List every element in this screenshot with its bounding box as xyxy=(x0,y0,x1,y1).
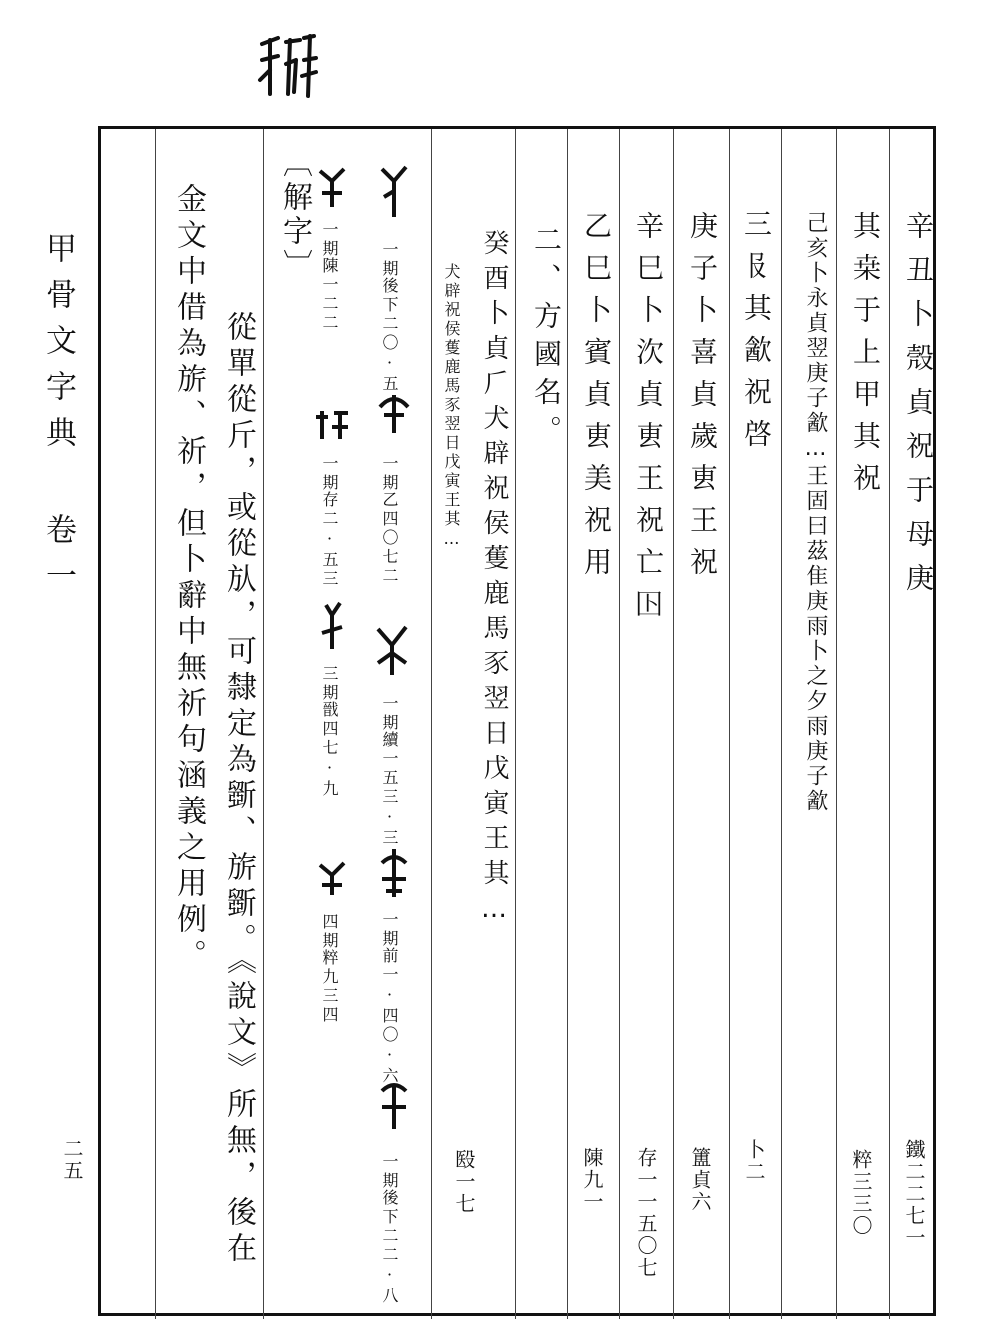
glyph-period: 四期 xyxy=(320,913,339,951)
glyph-form-icon xyxy=(374,845,414,901)
glyph-form-icon xyxy=(314,599,350,653)
inscription-text: 己亥卜永貞翌庚子㱃…王固曰茲隹庚雨卜之夕雨庚子㱃 xyxy=(803,211,828,814)
glyph-ref: 陳一二二 xyxy=(320,257,339,333)
glyph-ref: 乙四〇七二 xyxy=(380,491,399,586)
glyph-ref: 後下二二·八 xyxy=(380,1189,399,1306)
main-frame xyxy=(98,126,936,1316)
entry-column xyxy=(889,129,936,1319)
glyph-period: 一期 xyxy=(380,241,399,279)
source-ref: 鐵二二七一 xyxy=(902,1139,926,1249)
glyph-period: 一期 xyxy=(380,1153,399,1191)
glyph-ref: 續一五三·三 xyxy=(380,731,399,848)
explanation-panel xyxy=(155,129,263,1319)
inscription-text: 三𠬝其㱃祝啓 xyxy=(740,209,773,461)
entry-column xyxy=(673,129,729,1319)
glyph-form-icon xyxy=(312,403,352,443)
glyph-form-icon xyxy=(374,1077,414,1133)
inscription-text: 其桒于上甲其祝 xyxy=(849,211,882,505)
glyph-period: 一期 xyxy=(320,455,339,493)
entry-column xyxy=(729,129,781,1319)
glyph-ref: 後下二〇·五 xyxy=(380,277,399,394)
entry-column xyxy=(836,129,889,1319)
entry-column xyxy=(567,129,619,1319)
glyph-period: 一期 xyxy=(380,911,399,949)
glyph-period: 一期 xyxy=(380,455,399,493)
glyph-forms-panel xyxy=(263,129,431,1319)
glyph-period: 三期 xyxy=(320,665,339,703)
glyph-form-icon xyxy=(370,623,416,679)
entry-column xyxy=(619,129,673,1319)
header-glyph-icon xyxy=(256,30,320,100)
entry-column xyxy=(781,129,836,1319)
glyph-form-icon xyxy=(374,387,414,437)
entry-column xyxy=(431,129,515,1319)
inscription-text: 癸酉卜貞𠂆犬辟祝侯蒦鹿馬豕翌日戊寅王其… xyxy=(479,229,509,933)
inscription-text: 辛巳卜㳄貞叀王祝亡𡆥 xyxy=(632,211,665,631)
source-ref: 粹三三〇 xyxy=(849,1149,873,1237)
section-heading-column xyxy=(515,129,567,1319)
glyph-period: 一期 xyxy=(320,221,339,259)
book-title: 甲骨文字典 卷一 xyxy=(40,232,76,605)
glyph-ref: 前一·四〇·六 xyxy=(380,947,399,1086)
source-ref: 殹一七 xyxy=(452,1149,476,1215)
glyph-ref: 存二·五三 xyxy=(320,491,339,589)
explanation-text-col2: 金文中借為旂、祈，但卜辭中無祈句涵義之用例。 xyxy=(171,183,206,975)
explanation-label: 〔解字〕 xyxy=(277,147,312,283)
inscription-text: 庚子卜喜貞歲叀王祝 xyxy=(686,211,719,589)
source-ref: 存一一五〇七 xyxy=(634,1147,658,1279)
glyph-form-icon xyxy=(314,161,350,211)
glyph-form-icon xyxy=(314,857,350,897)
source-ref: 陳九一 xyxy=(580,1147,604,1213)
source-ref: 卜二 xyxy=(742,1139,766,1183)
glyph-form-icon xyxy=(374,161,414,221)
inscription-text: 辛丑卜殼貞祝于母庚 xyxy=(902,211,935,607)
glyph-ref: 戩四七·九 xyxy=(320,701,339,799)
section-heading: 二、方國名。 xyxy=(530,225,563,453)
glyph-ref: 粹九三四 xyxy=(320,949,339,1025)
explanation-text-col1: 從單從斤，或從㫃，可隸定為斵、旂斵。《說文》所無，後在 xyxy=(221,311,256,1268)
translation-text: 犬辟祝侯蒦鹿馬豕翌日戊寅王其… xyxy=(442,263,461,551)
inscription-text: 乙巳卜賓貞叀美祝用 xyxy=(580,211,613,589)
source-ref: 簠貞六 xyxy=(688,1147,712,1213)
glyph-period: 一期 xyxy=(380,695,399,733)
page-number: 二五 xyxy=(60,1138,84,1182)
